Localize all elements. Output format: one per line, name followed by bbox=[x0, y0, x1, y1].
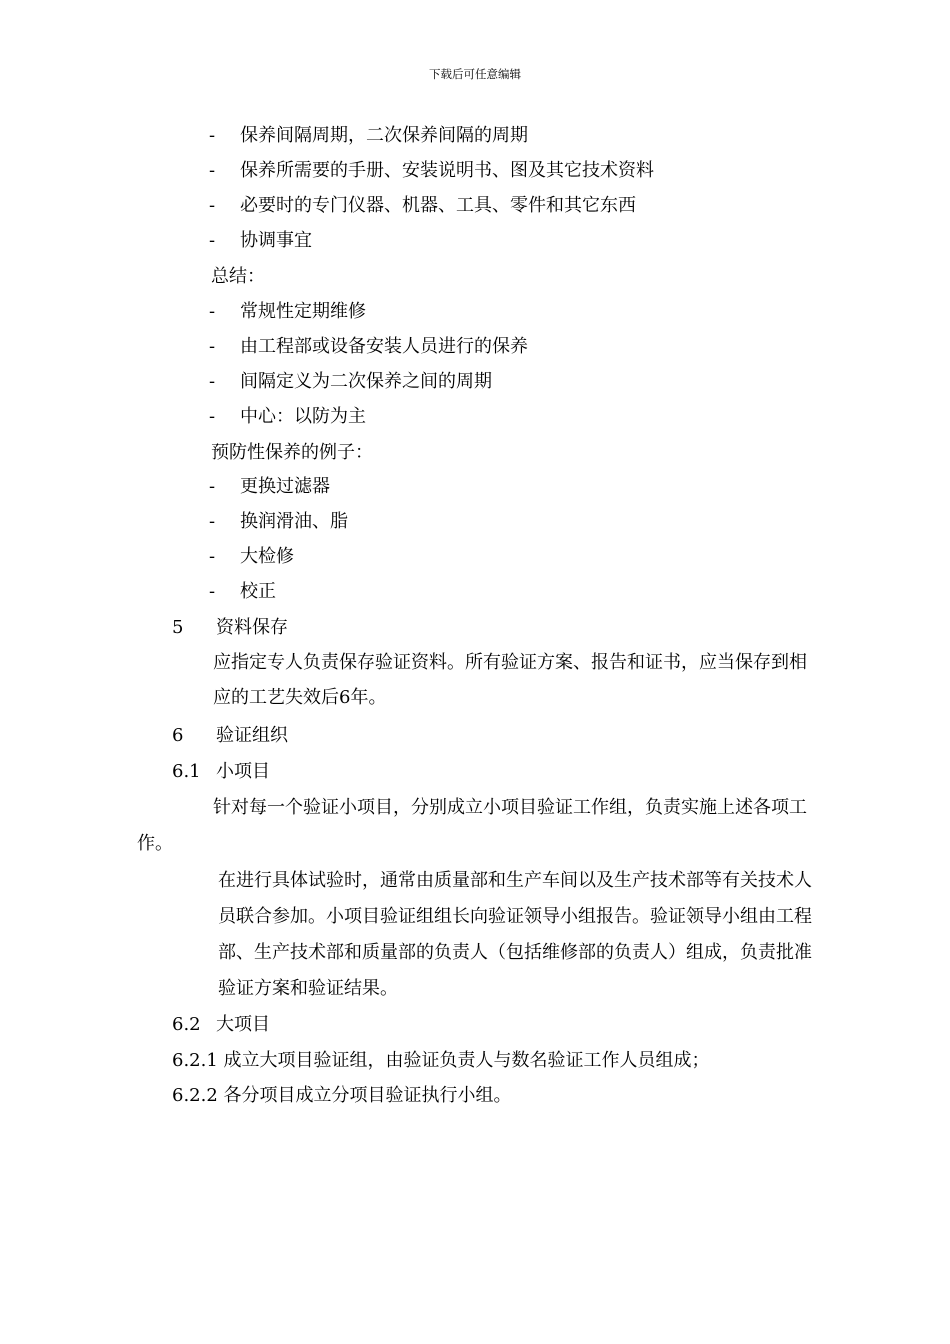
bullet-dash: - bbox=[209, 230, 216, 251]
section-number: 6 bbox=[172, 725, 184, 746]
paragraph-line: 部、生产技术部和质量部的负责人（包括维修部的负责人）组成，负责批准 bbox=[218, 942, 812, 963]
bullet-dash: - bbox=[209, 511, 216, 532]
paragraph-line: 在进行具体试验时，通常由质量部和生产车间以及生产技术部等有关技术人 bbox=[218, 870, 812, 891]
section-number: 6.2 bbox=[172, 1014, 201, 1035]
list-item: 更换过滤器 bbox=[240, 476, 330, 497]
bullet-dash: - bbox=[209, 546, 216, 567]
list-item: 校正 bbox=[240, 581, 276, 602]
paragraph-line: 验证方案和验证结果。 bbox=[218, 978, 398, 999]
bullet-dash: - bbox=[209, 476, 216, 497]
examples-label: 预防性保养的例子： bbox=[211, 442, 373, 463]
bullet-dash: - bbox=[209, 581, 216, 602]
list-item: 由工程部或设备安装人员进行的保养 bbox=[240, 336, 528, 357]
section-number: 5 bbox=[172, 617, 184, 638]
paragraph-line: 应的工艺失效后6年。 bbox=[213, 687, 387, 708]
list-item: 保养所需要的手册、安装说明书、图及其它技术资料 bbox=[240, 160, 654, 181]
list-item: 必要时的专门仪器、机器、工具、零件和其它东西 bbox=[240, 195, 636, 216]
page-header: 下载后可任意编辑 bbox=[429, 67, 521, 81]
summary-label: 总结： bbox=[211, 266, 265, 287]
bullet-dash: - bbox=[209, 160, 216, 181]
paragraph-line: 作。 bbox=[137, 833, 173, 854]
bullet-dash: - bbox=[209, 336, 216, 357]
bullet-dash: - bbox=[209, 371, 216, 392]
section-title: 小项目 bbox=[216, 761, 270, 782]
paragraph-line: 针对每一个验证小项目，分别成立小项目验证工作组，负责实施上述各项工 bbox=[213, 797, 807, 818]
bullet-dash: - bbox=[209, 406, 216, 427]
section-title: 大项目 bbox=[216, 1014, 270, 1035]
section-title: 资料保存 bbox=[216, 617, 288, 638]
list-item: 保养间隔周期，二次保养间隔的周期 bbox=[240, 125, 528, 146]
list-item: 换润滑油、脂 bbox=[240, 511, 348, 532]
section-title: 验证组织 bbox=[216, 725, 288, 746]
subsection-line: 6.2.1 成立大项目验证组，由验证负责人与数名验证工作人员组成； bbox=[172, 1050, 710, 1071]
paragraph-line: 员联合参加。小项目验证组组长向验证领导小组报告。验证领导小组由工程 bbox=[218, 906, 812, 927]
bullet-dash: - bbox=[209, 125, 216, 146]
list-item: 中心：以防为主 bbox=[240, 406, 366, 427]
list-item: 协调事宜 bbox=[240, 230, 312, 251]
list-item: 常规性定期维修 bbox=[240, 301, 366, 322]
section-number: 6.1 bbox=[172, 761, 201, 782]
bullet-dash: - bbox=[209, 301, 216, 322]
bullet-dash: - bbox=[209, 195, 216, 216]
list-item: 大检修 bbox=[240, 546, 294, 567]
paragraph-line: 应指定专人负责保存验证资料。所有验证方案、报告和证书，应当保存到相 bbox=[213, 652, 807, 673]
list-item: 间隔定义为二次保养之间的周期 bbox=[240, 371, 492, 392]
subsection-line: 6.2.2 各分项目成立分项目验证执行小组。 bbox=[172, 1085, 512, 1106]
